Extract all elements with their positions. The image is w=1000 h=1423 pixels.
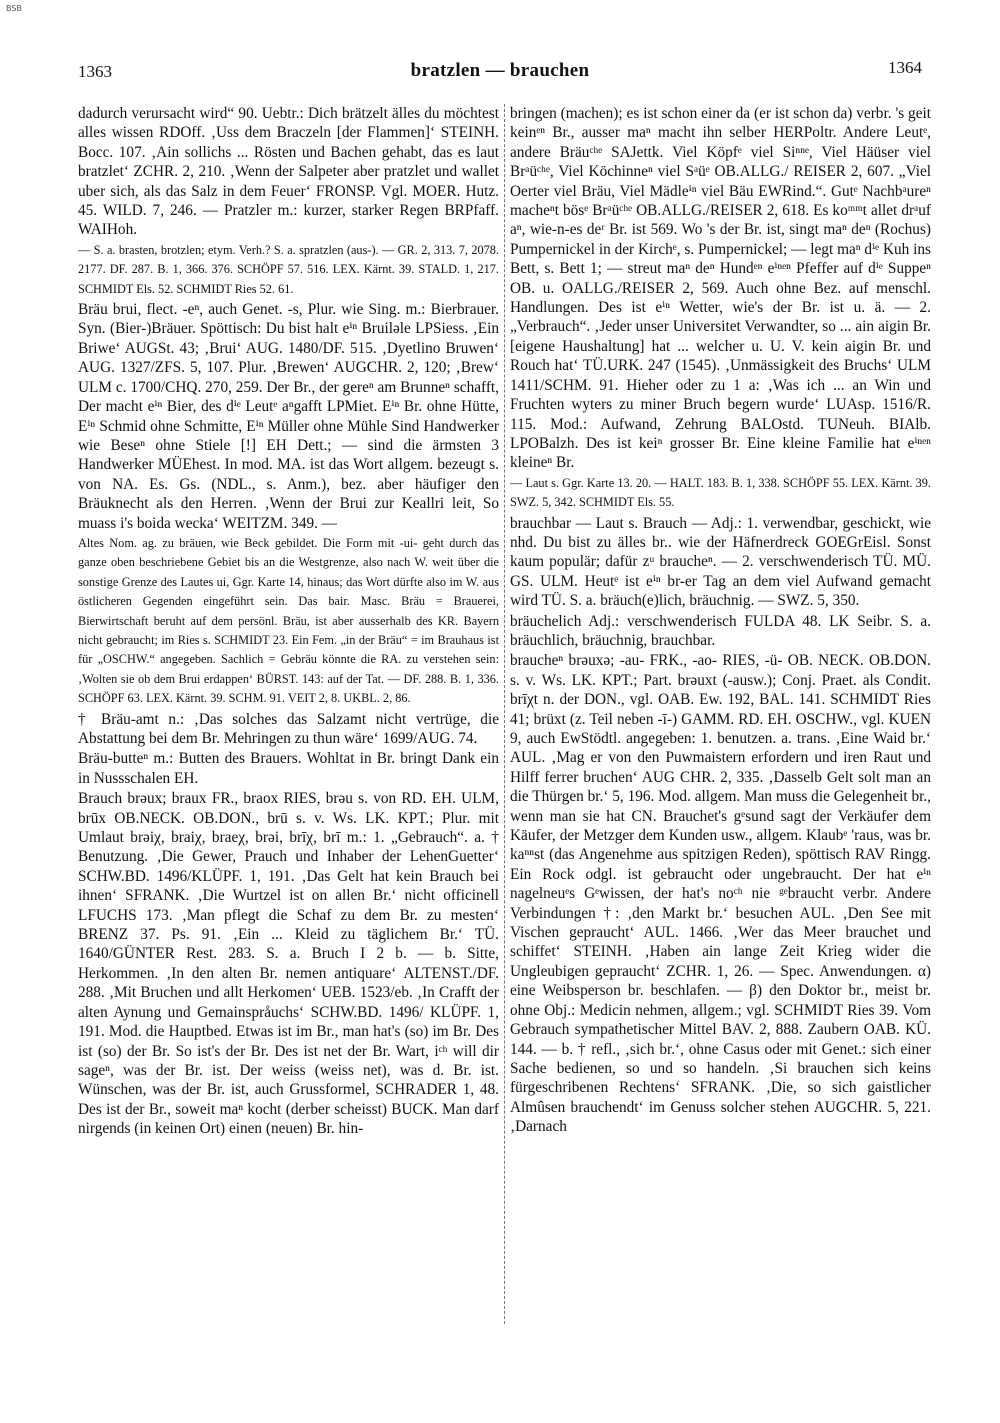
left-page-number: 1363 (78, 62, 112, 81)
dictionary-entry: Bräu brui, flect. -eⁿ, auch Genet. -s, Plur. wie Sing. m.: Bierbrauer. Syn. (Bier-)Bräuer. Spöttisch: Du bist halt eⁱⁿ Bruilǝle LPSiess. ‚Ein Briwe‘ AUGSt. 43; ‚Brui‘ AUG. 1480/DF. 515. ‚Dyetlino Bruwen‘ AUG. 1327/ZFS. 5, 107. Plur. ‚Brewen‘ AUGCHR. 2, 120; ‚Brew‘ ULM c. 1700/CHQ. 270, 259. Der Br., der gereⁿ am Brunneⁿ schafft, Der macht eⁱⁿ Bier, des dⁱᵉ Leutᵉ aⁿgafft LPMiet. Eⁱⁿ Br. ohne Hütte, Eⁱⁿ Schmid ohne Schmitte, Eⁱⁿ Müller ohne Mühle Sind Handwerker wie Beseⁿ ohne Stiele [!] EH Dett.; — sind die ärmsten 3 Handwerker MÜEhest. In mod. MA. ist das Wort allgem. bezeugt s. von NA. Es. Gs. (NDL., s. Anm.), bez. aber häufiger den Bräuknecht als den Herren. ‚Wenn der Brui zur Keallri leit, So muass i's boida wecka‘ WEITZM. 349. — (78, 301, 499, 532)
dictionary-entry: bringen (machen); es ist schon einer da (er ist schon da) verbr. 's geit keinᵉⁿ Br., ausser maⁿ macht ihn selber HERPoltr. Andere Leutᵉ, andere Bräuᶜʰᵉ SAJettk. Viel Köpfᵉ viel Siⁿⁿᵉ, Viel Häüser viel Brᵃüᶜʰᵉ, Viel Köchinneⁿ viel Sᵃüᵉ OB.ALLG./ REISER 2, 607. „Viel Oerter viel Bräu, Viel Mädleⁱⁿ viel Bäu EWRind.“. Gutᵉ Nachbᵃureⁿ macheⁿt bösᵉ Brᵃüᶜʰᵉ OB.ALLG./REISER 2, 618. Es koᵐᵐt allet drᵃuf aⁿ, wie-n-es deʳ Br. ist 569. Wo 's der Br. ist, singt maⁿ deⁿ (Rochus) Pumpernickel in der Kirchᵉ, s. Pumpernickel; — legt maⁿ dⁱᵉ Kuh ins Bett, s. Bett 1; — streut maⁿ deⁿ Hundᵉⁿ eⁱⁿᵉⁿ Pfeffer auf dⁱᵉ Suppeⁿ OB. u. OALLG./REISER 2, 569. Auch ohne Bez. auf menschl. Handlungen. Des ist eⁱⁿ Wetter, wie's der Br. ist u. ä. — 2. „Verbrauch“. ‚Jeder unser Universitet Verwandter, so ... ain aigin Br. [eigene Haushaltung] hat ... welcher u. U. V. kein aigin Br. und Rouch hat‘ TÜ.URK. 247 (1545). ‚Unmässigkeit des Bruchs‘ ULM 1411/SCHM. 91. Hieher oder zu 1 a: ‚Was ich ... an Win und Fruchten wyters zu miner Bruch begern wurde‘ LUAsp. 1516/R. 115. Mod.: Aufwand, Zehrung BALOstd. TUNeuh. BIAlb. LPOBalzh. Des ist keiⁿ grosser Br. Eine kleine Familie hat eⁱⁿᵉⁿ kleineⁿ Br. (510, 105, 931, 472)
dictionary-entry: dadurch verursacht wird“ 90. Uebtr.: Dich brätzelt älles du möchtest alles wissen RDOff. ‚Uss dem Braczeln [der Flammen]‘ STEINH. Bocc. 107. ‚Ain sollichs ... Rösten und Bachen gehabt, das es laut bratzlet‘ ZCHR. 2, 210. ‚Wenn der Salpeter aber pratzlet und wallet uber sich, als das Salz in dem Feuer‘ FRONSP. Vgl. MOER. Hutz. 45. WILD. 7, 246. — Pratzler m.: kurzer, starker Regen BRPfaff. WAIHoh. (78, 105, 499, 239)
dictionary-entry: brauchbar — Laut s. Brauch — Adj.: 1. verwendbar, geschickt, wie nhd. Du bist zu älles br.. wie der Häfnerdreck GOEGrEisl. Sonst kaum populär; dafür zᵘ braucheⁿ. — 2. verschwenderisch TÜ. MÜ. GS. ULM. Heutᵉ ist eⁱⁿ br-er Tag an dem viel Aufwand gemacht wird TÜ. S. a. bräuch(e)lich, bräuchnig. — SWZ. 5, 350. (510, 514, 931, 610)
dictionary-entry: braucheⁿ brǝuxǝ; -au- FRK., -ao- RIES, -ü- OB. NECK. OB.DON. s. v. Ws. LK. KPT.; Part. brǝuxt (-ausw.); Conj. Praet. als Condit. brīχt n. der DON., vgl. OAB. Ew. 192, BAL. 141. SCHMIDT Ries 41; brüxt (z. Teil neben -ī-) GAMM. RD. EH. OSCHW., vgl. KUEN 9, auch EwStödtl. angegeben: 1. benutzen. a. trans. ‚Eine Waid br.‘ AUL. ‚Mag er von den Puwmaistern erfordern und iren Raut und Hilff ferrer bruchen‘ AUG CHR. 2, 335. ‚Dasselb Gelt solt man an die Thürgen br.‘ 5, 196. Mod. allgem. Man muss die Gelegenheit br., wenn man sie hat CN. Brauchet's gᵉsund sagt der Verkäufer dem Käufer, der Metzger dem Kunden usw., allgem. Klaubᵉ 'raus, was br. kaⁿⁿst (das Angenehme aus spitzigen Reden), spöttisch RAV Ringg. Ein Rock odgl. ist gebraucht oder ungebraucht. Der hat eⁱⁿ nagelneuᵉs Gᵉwissen, der hat's noᶜʰ nie ᵍᵉbraucht verbr. Andere Verbindungen †: ‚den Markt br.‘ besuchen AUL. ‚Den See mit Vischen gepraucht‘ AUL. 1466. ‚Wer das Meer brauchet und schiffet‘ STEINH. ‚Haben ain lange Zeit Krieg wider die Ungleubigen gepraucht‘ ZCHR. 1, 26. — Spec. Anwendungen. α) eine Weibsperson br. beschlafen. — β) den Doktor br., meist br. ohne Obj.: Medicin nehmen, allgem.; vgl. SCHMIDT Ries 39. Vom Gebrauch sympathetischer Mittel BAV. 2, 888. Zaubern OAB. KÜ. 144. — b. † refl., ‚sich br.‘, ohne Casus oder mit Genet.: sich einer Sache bedienen, so und so handeln. ‚Si brauchen sich keins fürgeschribenen Rechtens‘ SFRANK. ‚Die, so sich gaistlicher Almûsen brauchendt‘ im Genuss solcher stehen AUGCHR. 5, 221. ‚Darnach (510, 652, 931, 1136)
running-title: bratzlen — brauchen (410, 60, 590, 81)
dictionary-entry: bräuchelich Adj.: verschwenderisch FULDA 48. LK Seibr. S. a. bräuchlich, bräuchnig, brauchbar. (510, 612, 931, 649)
reference-note: Altes Nom. ag. zu bräuen, wie Beck gebildet. Die Form mit -ui- geht durch das ganze oben beschriebene Gebiet bis an die Westgrenze, also nach W. weit über die sonstige Grenze des Lautes ui, Ggr. Karte 14, hinaus; das Wort dürfte also im W. aus östlicheren Gegenden eingeführt sein. Das bair. Masc. Bräu = Brauerei, Bierwirtschaft beruht auf dem persönl. Bräu, ist aber ausserhalb des KR. Bayern nicht gebraucht; im Ries s. SCHMIDT 23. Ein Fem. „in der Bräu“ = im Brauhaus ist für „OSCHW.“ angegeben. Sachlich = Gebräu könnte die RA. zu verstehen sein: ‚Wolten sie ob dem Brui erdappen‘ BÜRST. 143: auf der Tat. — DF. 288. B. 1, 336. SCHÖPF 63. LEX. Kärnt. 39. SCHM. 91. VEIT 2, 8. UKBL. 2, 86. (78, 535, 499, 706)
dictionary-entry: † Bräu-amt n.: ‚Das solches das Salzamt nicht vertrüge, die Abstattung bei dem Br. Mehringen zu thun wäre‘ 1699/AUG. 74. (78, 710, 499, 747)
page-header (78, 58, 922, 86)
dictionary-entry: Brauch brǝux; braux FR., braox RIES, brǝu s. von RD. EH. ULM, brūx OB.NECK. OB.DON., brū s. v. Ws. LK. KPT.; Plur. mit Umlaut brǝiχ, braiχ, braeχ, brǝi, brīχ, brī m.: 1. „Gebrauch“. a. † Benutzung. ‚Die Gewer, Prauch und Inhaber der LehenGuetter‘ SCHW.BD. 1496/KLÜPF. 1, 191. ‚Das Gelt hat kein Brauch bei ihnen‘ SFRANK. ‚Die Wurtzel ist on allen Br.‘ nicht officinell LFUCHS 173. ‚Man pflegt die Schaf zu dem Br. zu mesten‘ BRENZ 37. Ps. 91. ‚Ein ... Kleid zu täglichem Br.‘ TÜ. 1640/GÜNTER Rest. 283. S. a. Bruch I 2 b. — b. Sitte, Herkommen. ‚In den alten Br. nemen antiquare‘ ALTENST./DF. 288. ‚Mit Bruchen und allt Herkomen‘ UEB. 1523/eb. ‚In Crafft der alten Aynung und Gemainspråuchs‘ SCHW.BD. 1496/ KLÜPF. 1, 191. Mod. die Hauptbed. Etwas ist im Br., man hat's (so) im Br. Des ist (so) der Br. So ist's der Br. Des ist net der Br. Wart, iᶜʰ will dir sageⁿ, was der Br. ist. Der weiss (weiss net), was d. Br. ist. Wünschen, was der Br. ist, auch Grussformel, SCHRADER 1, 48. Des ist der Br., soweit maⁿ kocht (derber scheisst) BUCK. Man darf nirgends (in keinen Ort) einen (neuen) Br. hin- (78, 790, 499, 1138)
reference-note: — S. a. brasten, brotzlen; etym. Verh.? S. a. spratzlen (aus-). — GR. 2, 313. 7, 2078. 2177. DF. 287. B. 1, 366. 376. SCHÖPF 57. 516. LEX. Kärnt. 39. STALD. 1, 217. SCHMIDT Els. 52. SCHMIDT Ries 52. 61. (78, 242, 499, 296)
reference-note: — Laut s. Ggr. Karte 13. 20. — HALT. 183. B. 1, 338. SCHÖPF 55. LEX. Kärnt. 39. SWZ. 5, 342. SCHMIDT Els. 55. (510, 475, 931, 510)
right-page-number: 1364 (888, 58, 922, 77)
left-column (78, 104, 499, 1334)
dictionary-entry: Bräu-butteⁿ m.: Butten des Brauers. Wohltat in Br. bringt Dank ein in Nussschalen EH. (78, 750, 499, 787)
column-divider (504, 104, 505, 1324)
library-stamp: BSB (6, 4, 22, 13)
right-column (510, 104, 931, 1334)
